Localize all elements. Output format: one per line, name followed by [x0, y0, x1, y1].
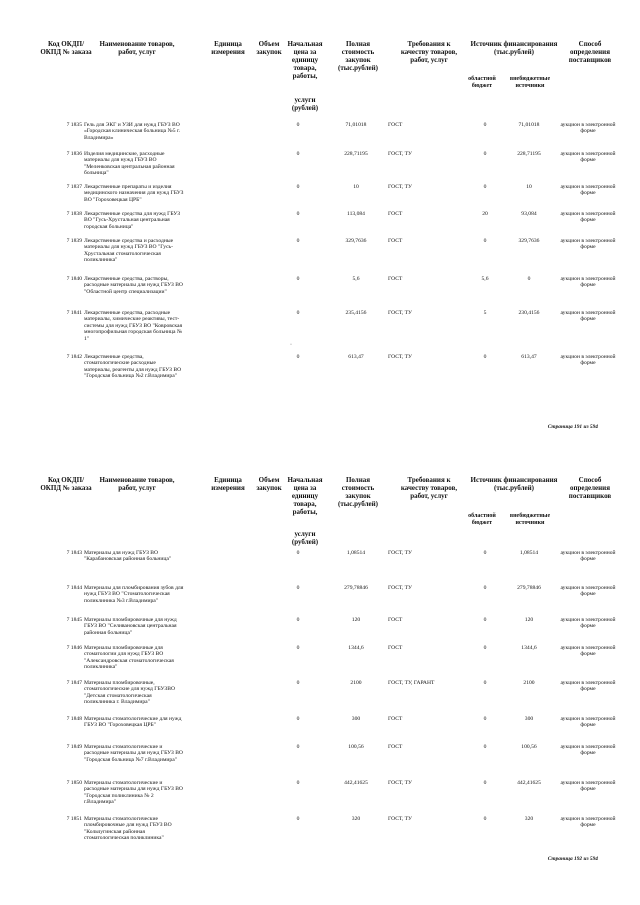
row-price: 0: [296, 617, 300, 623]
row-regional: 0: [483, 716, 487, 722]
row-name: Лекарственные средства, растворы, расходные материалы для нужд ГБУЗ ВО "Областной центр специализации": [84, 276, 183, 295]
row-name: Материалы пломбировочные для нужд ГБУЗ ВО "Селивановская центральная районная больница": [84, 617, 177, 636]
row-total: 442,41625: [344, 780, 368, 786]
row-extra: 1,08514: [519, 550, 539, 556]
row-id: 7 1849: [66, 744, 82, 750]
header-okpd: Код ОКДП/ ОКПД № заказа: [40, 40, 92, 56]
row-regional: 0: [483, 550, 487, 556]
row-requirements: ГОСТ: [388, 211, 403, 217]
header-volume: Объем закупок: [256, 40, 282, 56]
row-price: 0: [296, 310, 300, 316]
header-price: Начальная цена за единицу товара, работы,: [287, 476, 323, 516]
row-method: аукцион в электронной форме: [560, 276, 616, 289]
row-price: 0: [296, 550, 300, 556]
header-price: Начальная цена за единицу товара, работы,: [287, 40, 323, 80]
row-id: 7 1840: [66, 276, 82, 282]
row-regional: 0: [483, 354, 487, 360]
header-source: Источник финансирования (тыс.рублей): [470, 476, 558, 492]
row-price: 0: [296, 585, 300, 591]
row-total: 5,6: [352, 276, 360, 282]
header-source-extra: внебюджетные источники: [509, 513, 551, 526]
row-requirements: ГОСТ, ТУ: [388, 585, 412, 591]
row-extra: 300: [524, 716, 534, 722]
row-requirements: ГОСТ: [388, 645, 403, 651]
row-name: Материалы для пломбирования зубов для нужд ГБУЗ ВО "Стоматологическая поликлиника №3 г.Владимира": [84, 585, 184, 604]
row-requirements: ГОСТ: [388, 716, 403, 722]
row-regional: 0: [483, 680, 487, 686]
row-extra: 613,47: [521, 354, 537, 360]
row-method: аукцион в электронной форме: [560, 238, 616, 251]
row-extra: 279,78846: [517, 585, 541, 591]
row-regional: 0: [483, 617, 487, 623]
row-id: 7 1842: [66, 354, 82, 360]
row-regional: 0: [483, 184, 487, 190]
row-method: аукцион в электронной форме: [560, 780, 616, 793]
row-name: Материалы стоматологические и расходные материалы для нужд ГБУЗ ВО "Городская поликлиника № 2 г.Владимира": [84, 780, 183, 806]
row-requirements: ГОСТ: [388, 122, 403, 128]
header-total: Полная стоимость закупок (тыс.рублей): [337, 40, 379, 72]
row-total: 235,4156: [345, 310, 367, 316]
row-total: 10: [353, 184, 359, 190]
row-requirements: ГОСТ, ТУ: [388, 184, 412, 190]
row-name: Гель для ЭКГ и УЗИ для нужд ГБУЗ ВО «Городская клиническая больница №5 г. Владимира»: [84, 122, 181, 141]
header-method: Способ определения поставщиков: [568, 40, 612, 64]
row-requirements: ГОСТ: [388, 744, 403, 750]
row-name: Материалы пломбировочные для стоматологии для нужд ГБУЗ ВО "Александровская стоматологическая поликлиника": [84, 645, 174, 671]
row-total: 228,71195: [344, 151, 368, 157]
row-id: 7 1838: [66, 211, 82, 217]
row-regional: 0: [483, 151, 487, 157]
row-total: 613,47: [348, 354, 364, 360]
row-id: 7 1841: [66, 310, 82, 316]
row-name: Лекарственные средства и расходные материалы для нужд ГБУЗ ВО "Гусь-Хрустальная стоматологическая поликлиника": [84, 238, 174, 264]
row-requirements: ГОСТ: [388, 276, 403, 282]
row-regional: 0: [483, 122, 487, 128]
row-price: 0: [296, 238, 300, 244]
row-requirements: ГОСТ, ТУ: [388, 550, 412, 556]
row-total: 71,01018: [345, 122, 367, 128]
row-total: 320: [351, 816, 361, 822]
row-total: 2100: [350, 680, 362, 686]
row-extra: 71,01018: [518, 122, 540, 128]
page-footer: Страница 191 из 594: [547, 424, 598, 430]
row-price: 0: [296, 354, 300, 360]
row-extra: 1344,6: [521, 645, 537, 651]
row-name: Лекарственные препараты и изделия медицинского назначения для нужд ГБУЗ ВО "Гороховецкая ЦРБ": [84, 184, 184, 203]
header-price-services: услуги (рублей): [291, 96, 319, 112]
row-id: 7 1848: [66, 716, 82, 722]
row-method: аукцион в электронной форме: [560, 744, 616, 757]
row-extra: 329,7636: [518, 238, 540, 244]
row-requirements: ГОСТ, ТУ: [388, 780, 412, 786]
row-price: 0: [296, 184, 300, 190]
header-requirements: Требования к качеству товаров, работ, услуг: [400, 40, 458, 64]
row-extra: 230,4156: [518, 310, 540, 316]
row-total: 1344,6: [348, 645, 364, 651]
row-name: Лекарственные средства, расходные материалы, химические реактивы, тест-системы для нужд ГБУЗ ВО "Ковровская многопрофильная городская больница № 1": [84, 310, 183, 342]
row-method: аукцион в электронной форме: [560, 680, 616, 693]
row-method: аукцион в электронной форме: [560, 354, 616, 367]
row-id: 7 1851: [66, 816, 82, 822]
row-price: 0: [296, 276, 300, 282]
header-total: Полная стоимость закупок (тыс.рублей): [337, 476, 379, 508]
header-unit: Единица измерения: [211, 476, 245, 492]
header-source-extra: внебюджетные источники: [509, 76, 551, 89]
row-name: Лекарственные средства, стоматологические расходные материалы, реагенты для нужд ГБУЗ ВО "Городская больница №2 г.Владимира": [84, 354, 182, 380]
row-regional: 0: [483, 238, 487, 244]
row-price: 0: [296, 211, 300, 217]
row-extra: 120: [524, 617, 534, 623]
row-total: 300: [351, 716, 361, 722]
row-requirements: ГОСТ: [388, 238, 403, 244]
row-total: 120: [351, 617, 361, 623]
row-name: Лекарственные средства для нужд ГБУЗ ВО "Гусь-Хрустальная центральная городская больница": [84, 211, 181, 230]
row-method: аукцион в электронной форме: [560, 716, 616, 729]
row-requirements: ГОСТ, ТУ: [388, 354, 412, 360]
row-regional: 0: [483, 780, 487, 786]
row-price: 0: [296, 716, 300, 722]
row-id: 7 1835: [66, 122, 82, 128]
row-price: 0: [296, 122, 300, 128]
page-191: [0, 0, 640, 440]
row-id: 7 1843: [66, 550, 82, 556]
row-name: Материалы пломбировочные, стоматологические для нужд ГБУЗВО "Детская стоматологическая поликлиника г. Владимира": [84, 680, 176, 706]
header-volume: Объем закупок: [256, 476, 282, 492]
row-price: 0: [296, 816, 300, 822]
header-source-regional: областной бюджет: [468, 76, 496, 89]
row-requirements: ГОСТ, ТУ: [388, 816, 412, 822]
header-source: Источник финансирования (тыс.рублей): [470, 40, 558, 56]
row-id: 7 1836: [66, 151, 82, 157]
page-footer: Страница 192 из 594: [547, 856, 598, 862]
row-extra: 442,41625: [517, 780, 541, 786]
row-price: 0: [296, 780, 300, 786]
row-total: 113,084: [347, 211, 365, 217]
header-name: Наименование товаров, работ, услуг: [99, 40, 175, 56]
page-192: [0, 450, 640, 905]
row-name: Материалы стоматологические и расходные материалы для нужд ГБУЗ ВО "Городская больница №7 г.Владимира": [84, 744, 183, 763]
header-requirements: Требования к качеству товаров, работ, услуг: [400, 476, 458, 500]
row-price: 0: [296, 744, 300, 750]
row-method: аукцион в электронной форме: [560, 211, 616, 224]
row-id: 7 1839: [66, 238, 82, 244]
row-extra: 228,71195: [517, 151, 541, 157]
header-method: Способ определения поставщиков: [568, 476, 612, 500]
header-price-services: услуги (рублей): [291, 530, 319, 546]
row-id: 7 1847: [66, 680, 82, 686]
row-method: аукцион в электронной форме: [560, 645, 616, 658]
row-name: Материалы стоматологические пломбировочные для нужд ГБУЗ ВО "Кольчугинская районная стоматологическая поликлиника": [84, 816, 172, 842]
stray-mark: ·: [290, 342, 292, 348]
row-method: аукцион в электронной форме: [560, 310, 616, 323]
row-method: аукцион в электронной форме: [560, 585, 616, 598]
row-extra: 320: [524, 816, 534, 822]
row-id: 7 1837: [66, 184, 82, 190]
row-id: 7 1844: [66, 585, 82, 591]
row-method: аукцион в электронной форме: [560, 151, 616, 164]
row-regional: 20: [482, 211, 488, 217]
row-regional: 5,6: [481, 276, 489, 282]
row-regional: 0: [483, 645, 487, 651]
row-total: 100,56: [348, 744, 364, 750]
row-extra: 100,56: [521, 744, 537, 750]
row-name: Материалы для нужд ГБУЗ ВО "Карабановская районная больница": [84, 550, 172, 563]
row-extra: 2100: [523, 680, 535, 686]
row-method: аукцион в электронной форме: [560, 816, 616, 829]
header-name: Наименование товаров, работ, услуг: [99, 476, 175, 492]
row-method: аукцион в электронной форме: [560, 184, 616, 197]
row-total: 279,78846: [344, 585, 368, 591]
row-regional: 0: [483, 816, 487, 822]
row-name: Материалы стоматологические для нужд ГБУЗ ВО "Гороховецкая ЦРБ": [84, 716, 182, 729]
header-source-regional: областной бюджет: [468, 513, 496, 526]
row-regional: 0: [483, 585, 487, 591]
row-id: 7 1850: [66, 780, 82, 786]
row-price: 0: [296, 680, 300, 686]
row-id: 7 1845: [66, 617, 82, 623]
row-price: 0: [296, 645, 300, 651]
header-unit: Единица измерения: [211, 40, 245, 56]
row-requirements: ГОСТ, ТУ: [388, 151, 412, 157]
row-regional: 0: [483, 744, 487, 750]
header-okpd: Код ОКДП/ ОКПД № заказа: [40, 476, 92, 492]
row-method: аукцион в электронной форме: [560, 617, 616, 630]
row-requirements: ГОСТ, ТУ, ГАРАНТ: [388, 680, 435, 686]
row-id: 7 1846: [66, 645, 82, 651]
row-price: 0: [296, 151, 300, 157]
row-total: 1,08514: [346, 550, 366, 556]
row-requirements: ГОСТ, ТУ: [388, 310, 412, 316]
row-extra: 93,084: [521, 211, 537, 217]
row-extra: 10: [526, 184, 532, 190]
row-name: Изделия медицинские, расходные материалы для нужд ГБУЗ ВО "Меленковская центральная районная больница": [84, 151, 175, 177]
row-requirements: ГОСТ: [388, 617, 403, 623]
row-method: аукцион в электронной форме: [560, 122, 616, 135]
row-total: 329,7636: [345, 238, 367, 244]
row-method: аукцион в электронной форме: [560, 550, 616, 563]
row-regional: 5: [483, 310, 487, 316]
row-extra: 0: [527, 276, 531, 282]
